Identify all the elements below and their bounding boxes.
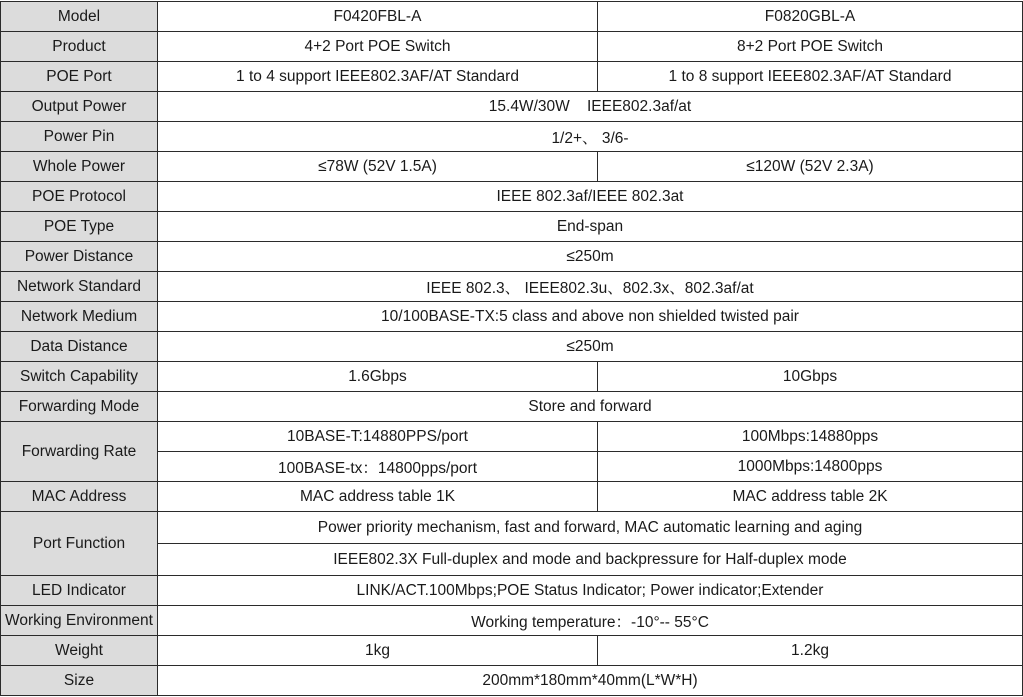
row-network-medium <box>1 302 1023 332</box>
row-forwarding-mode <box>1 392 1023 422</box>
forwarding-rate-a2: 100BASE-tx：14800pps/port <box>158 452 598 482</box>
model-a: F0420FBL-A <box>158 2 598 32</box>
label-power-pin: Power Pin <box>1 122 158 152</box>
label-led-indicator: LED Indicator <box>1 576 158 606</box>
label-working-environment: Working Environment <box>1 606 158 636</box>
switch-capability-b: 10Gbps <box>598 362 1023 392</box>
label-output-power: Output Power <box>1 92 158 122</box>
working-environment-value: Working temperature：-10°-- 55°C <box>158 606 1023 636</box>
row-network-standard <box>1 272 1023 302</box>
row-output-power <box>1 92 1023 122</box>
label-poe-type: POE Type <box>1 212 158 242</box>
weight-b: 1.2kg <box>598 636 1023 666</box>
label-power-distance: Power Distance <box>1 242 158 272</box>
row-working-environment <box>1 606 1023 636</box>
row-mac-address <box>1 482 1023 512</box>
output-power-value <box>158 92 1023 122</box>
product-b: 8+2 Port POE Switch <box>598 32 1023 62</box>
network-medium-value: 10/100BASE-TX:5 class and above non shielded twisted pair <box>158 302 1023 332</box>
label-product: Product <box>1 32 158 62</box>
label-whole-power: Whole Power <box>1 152 158 182</box>
forwarding-rate-b1: 100Mbps:14880pps <box>598 422 1023 452</box>
row-forwarding-rate-1 <box>1 422 1023 452</box>
network-standard-value: IEEE 802.3、 IEEE802.3u、802.3x、802.3af/at <box>158 272 1023 302</box>
poe-protocol-value: IEEE 802.3af/IEEE 802.3at <box>158 182 1023 212</box>
row-product <box>1 32 1023 62</box>
mac-address-b: MAC address table 2K <box>598 482 1023 512</box>
forwarding-mode-value: Store and forward <box>158 392 1023 422</box>
product-a: 4+2 Port POE Switch <box>158 32 598 62</box>
poe-port-a: 1 to 4 support IEEE802.3AF/AT Standard <box>158 62 598 92</box>
spec-table <box>0 1 1023 696</box>
label-port-function: Port Function <box>1 512 158 576</box>
label-forwarding-mode: Forwarding Mode <box>1 392 158 422</box>
row-model <box>1 2 1023 32</box>
forwarding-rate-a1: 10BASE-T:14880PPS/port <box>158 422 598 452</box>
row-power-distance <box>1 242 1023 272</box>
port-function-line2: IEEE802.3X Full-duplex and mode and backpressure for Half-duplex mode <box>158 544 1023 576</box>
label-forwarding-rate: Forwarding Rate <box>1 422 158 482</box>
row-port-function-1 <box>1 512 1023 544</box>
row-led-indicator <box>1 576 1023 606</box>
model-b: F0820GBL-A <box>598 2 1023 32</box>
label-size: Size <box>1 666 158 696</box>
row-poe-type <box>1 212 1023 242</box>
size-value: 200mm*180mm*40mm(L*W*H) <box>158 666 1023 696</box>
poe-port-b: 1 to 8 support IEEE802.3AF/AT Standard <box>598 62 1023 92</box>
power-pin-value: 1/2+、 3/6- <box>158 122 1023 152</box>
port-function-line1: Power priority mechanism, fast and forward, MAC automatic learning and aging <box>158 512 1023 544</box>
mac-address-a: MAC address table 1K <box>158 482 598 512</box>
poe-type-value: End-span <box>158 212 1023 242</box>
whole-power-b: ≤120W (52V 2.3A) <box>598 152 1023 182</box>
led-indicator-value: LINK/ACT.100Mbps;POE Status Indicator; Power indicator;Extender <box>158 576 1023 606</box>
row-whole-power <box>1 152 1023 182</box>
label-poe-protocol: POE Protocol <box>1 182 158 212</box>
row-weight <box>1 636 1023 666</box>
label-network-standard: Network Standard <box>1 272 158 302</box>
data-distance-value: ≤250m <box>158 332 1023 362</box>
row-power-pin <box>1 122 1023 152</box>
label-switch-capability: Switch Capability <box>1 362 158 392</box>
row-poe-port <box>1 62 1023 92</box>
label-mac-address: MAC Address <box>1 482 158 512</box>
label-network-medium: Network Medium <box>1 302 158 332</box>
label-data-distance: Data Distance <box>1 332 158 362</box>
label-poe-port: POE Port <box>1 62 158 92</box>
row-size <box>1 666 1023 696</box>
switch-capability-a: 1.6Gbps <box>158 362 598 392</box>
row-data-distance <box>1 332 1023 362</box>
output-power-text: 15.4W/30W IEEE802.3af/at <box>488 97 692 115</box>
row-switch-capability <box>1 362 1023 392</box>
forwarding-rate-b2: 1000Mbps:14800pps <box>598 452 1023 482</box>
label-model: Model <box>1 2 158 32</box>
row-poe-protocol <box>1 182 1023 212</box>
whole-power-a: ≤78W (52V 1.5A) <box>158 152 598 182</box>
weight-a: 1kg <box>158 636 598 666</box>
label-weight: Weight <box>1 636 158 666</box>
power-distance-value: ≤250m <box>158 242 1023 272</box>
